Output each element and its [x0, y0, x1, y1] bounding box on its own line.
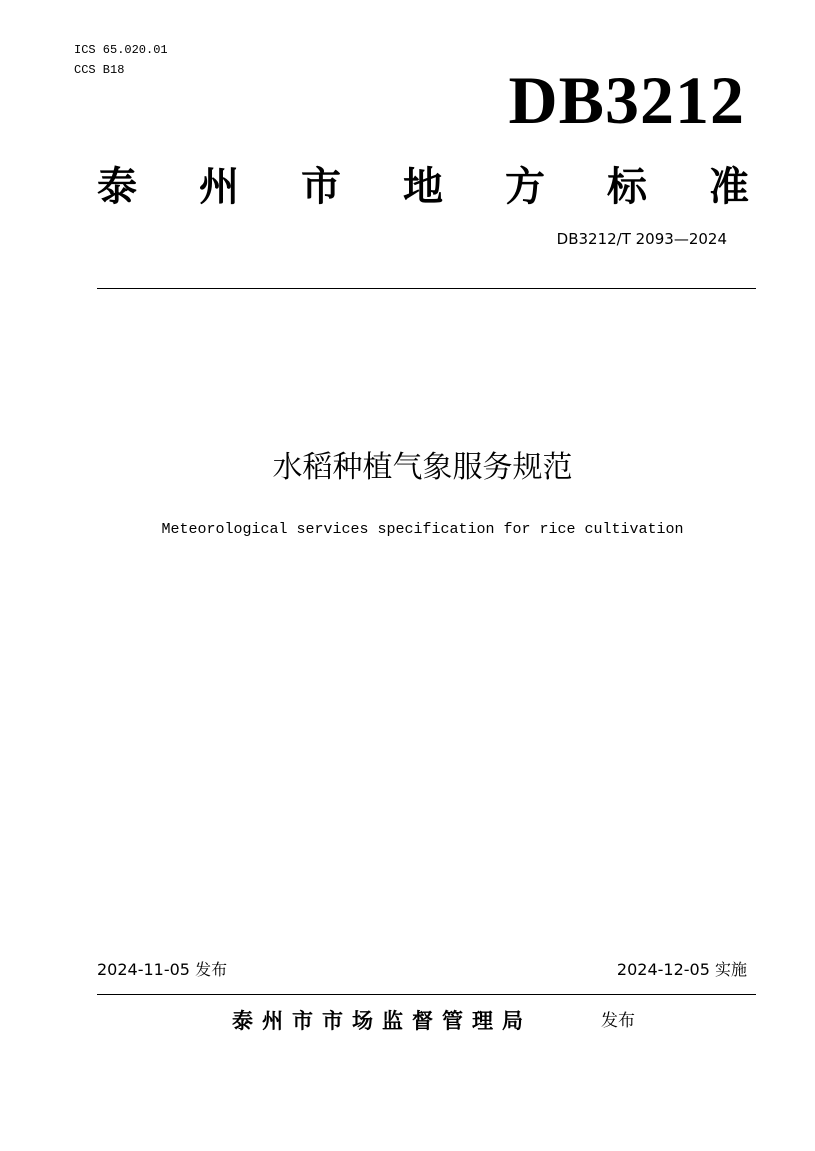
issuing-label: 发布	[601, 1011, 635, 1031]
implementation-date: 2024-12-05 实施	[616, 960, 747, 979]
standard-number: DB3212/T 2093—2024	[556, 230, 727, 248]
standard-type-char: 准	[709, 163, 749, 210]
standard-type-char: 泰	[97, 163, 137, 210]
standard-type-char: 标	[607, 163, 647, 210]
standard-type-char: 市	[301, 163, 341, 210]
bottom-divider	[97, 994, 756, 995]
standard-code-mark: DB3212	[508, 62, 745, 138]
standard-type-char: 方	[505, 163, 545, 210]
document-title-chinese: 水稻种植气象服务规范	[272, 450, 573, 485]
issuing-authority: 泰州市市场监督管理局	[232, 1008, 532, 1033]
standard-type-char: 州	[199, 163, 239, 210]
ics-code: ICS 65.020.01	[74, 43, 168, 57]
standard-type-char: 地	[403, 163, 443, 210]
ccs-code: CCS B18	[74, 63, 125, 77]
standard-type-heading	[97, 162, 749, 212]
top-divider	[97, 288, 756, 289]
issue-date: 2024-11-05 发布	[97, 960, 228, 979]
document-title-english: Meteorological services specification for rice cultivation	[161, 521, 684, 538]
